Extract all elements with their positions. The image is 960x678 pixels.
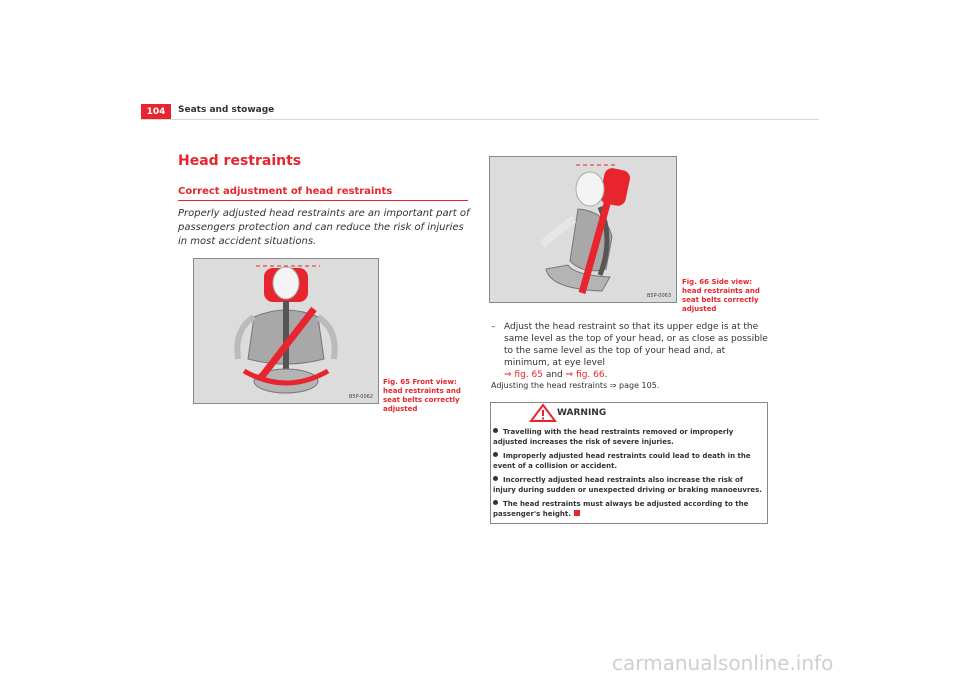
warning-item [493, 499, 765, 519]
warning-header [491, 403, 767, 423]
watermark: carmanualsonline.info [612, 651, 834, 675]
arm-shape [542, 219, 574, 245]
figure-code: B5P-0063 [646, 293, 671, 299]
intro-paragraph: Properly adjusted head restraints are an important part of passengers protection and can reduce the risk of injuries in most accident situations. [178, 208, 470, 247]
warning-item [493, 427, 765, 447]
figure-code: B5P-0062 [348, 394, 373, 400]
step-text [504, 321, 771, 381]
figure-caption: Fig. 65 Front view: head restraints and seat belts correctly adjusted [383, 378, 461, 413]
figure-caption: Fig. 66 Side view: head restraints and seat belts correctly adjusted [682, 278, 760, 313]
page-number: 104 [141, 104, 171, 119]
figure-ref-66[interactable]: ⇒ fig. 66 [565, 370, 605, 380]
page-title: Head restraints [178, 153, 302, 169]
warning-item-text: Travelling with the head restraints removed or improperly adjusted increases the risk of severe injuries. [493, 428, 734, 446]
instruction-step [491, 321, 771, 381]
head-shape [273, 267, 299, 299]
section-title: Seats and stowage [178, 105, 275, 115]
figure-side-view [489, 156, 677, 303]
step-dash: – [491, 322, 496, 332]
sub-heading: Correct adjustment of head restraints [178, 186, 393, 197]
step-end: . [604, 370, 608, 380]
adjusting-reference: Adjusting the head restraints ⇒ page 105. [491, 381, 660, 390]
warning-item-text: The head restraints must always be adjusted according to the passenger's height. [493, 500, 749, 518]
figure-front-view [193, 258, 379, 404]
head-shape [576, 172, 604, 206]
warning-item [493, 475, 765, 495]
step-body: Adjust the head restraint so that its upper edge is at the same level as the top of your head, or as close as possible to the same level as the top of your head and, at minimum, at eye level [504, 322, 768, 368]
figure-ref-65[interactable]: ⇒ fig. 65 [504, 370, 543, 380]
warning-item-text: Improperly adjusted head restraints could lead to death in the event of a collision or accident. [493, 452, 751, 470]
sub-heading-divider [178, 200, 468, 201]
header-divider [141, 119, 819, 120]
warning-title: WARNING [557, 408, 607, 418]
warning-item [493, 451, 765, 471]
warning-item-text: Incorrectly adjusted head restraints also increase the risk of injury during sudden or unexpected driving or braking manoeuvres. [493, 476, 762, 494]
step-and: and [542, 370, 566, 380]
warning-box [490, 402, 768, 524]
warning-triangle-icon [529, 403, 557, 423]
warning-list [493, 427, 765, 523]
side-view-illustration [490, 157, 676, 302]
front-view-illustration [194, 259, 378, 403]
end-marker-icon [574, 510, 580, 516]
